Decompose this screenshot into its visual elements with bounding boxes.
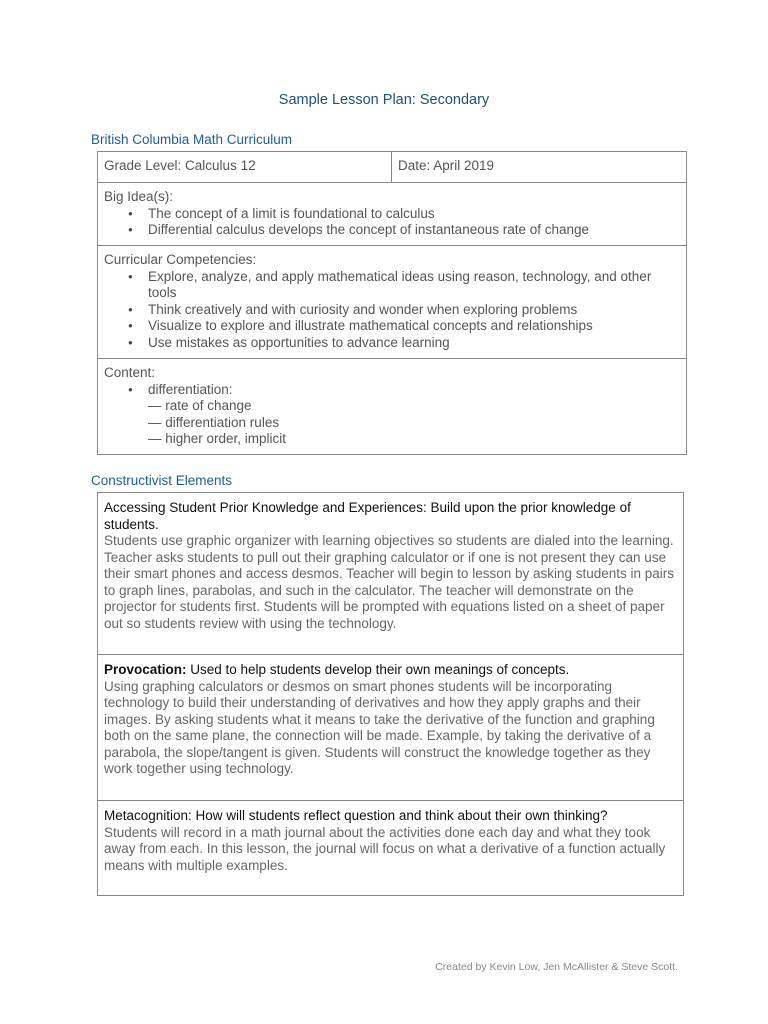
metacognition-box bbox=[97, 800, 684, 896]
metacognition-body: Students will record in a math journal about the activities done each day and what they took away from each. In this lesson, the journal will focus on what a derivative of a function actually means with multiple examples. bbox=[104, 824, 666, 873]
provocation-box bbox=[97, 654, 684, 801]
footer-credits: Created by Kevin Low, Jen McAllister & Steve Scott. bbox=[435, 961, 678, 973]
content-sub-item: — higher order, implicit bbox=[148, 431, 287, 446]
list-item: ● Visualize to explore and illustrate mathematical concepts and relationships bbox=[148, 318, 680, 335]
content-cell bbox=[98, 359, 687, 455]
prior-knowledge-box bbox=[97, 492, 684, 655]
prior-knowledge-body: Students use graphic organizer with learning objectives so students are dialed into the learning. Teacher asks students to pull out their graphing calculator or if one is not present they can use their smart phones and access desmos. Teacher will begin to lesson by asking students in pairs to graph lines, parabolas, and such in the calculator. The teacher will demonstrate on the projector for students first. Students will be prompted with equations listed on a sheet of paper out so students review with using the technology. bbox=[104, 533, 675, 631]
competencies-label: Curricular Competencies: bbox=[104, 252, 257, 267]
list-item: ● differentiation: bbox=[148, 382, 680, 399]
list-item: ● Use mistakes as opportunities to advance learning bbox=[148, 335, 680, 352]
list-item: ● Explore, analyze, and apply mathematical ideas using reason, technology, and other tools bbox=[148, 269, 680, 302]
provocation-title-bold: Provocation: bbox=[104, 662, 187, 677]
curriculum-table bbox=[97, 151, 687, 455]
big-ideas-label: Big Idea(s): bbox=[104, 189, 174, 204]
competencies-cell bbox=[98, 246, 687, 359]
list-item: ● Think creatively and with curiosity and wonder when exploring problems bbox=[148, 302, 680, 319]
big-ideas-list bbox=[104, 206, 680, 239]
list-item: ● Differential calculus develops the concept of instantaneous rate of change bbox=[148, 222, 680, 239]
date-cell: Date: April 2019 bbox=[392, 152, 687, 183]
competencies-list bbox=[104, 269, 680, 352]
metacognition-title: Metacognition: How will students reflect question and think about their own thinking? bbox=[104, 808, 608, 823]
list-item: ● The concept of a limit is foundational to calculus bbox=[148, 206, 680, 223]
content-label: Content: bbox=[104, 365, 156, 380]
constructivist-heading: Constructivist Elements bbox=[91, 473, 233, 488]
prior-knowledge-title: Accessing Student Prior Knowledge and Experiences: Build upon the prior knowledge of students. bbox=[104, 500, 631, 532]
content-sub-item: — differentiation rules bbox=[148, 414, 280, 430]
provocation-body: Using graphing calculators or desmos on smart phones students will be incorporating technology to build their understanding of derivatives and how they apply graphs and their images. By asking students what it means to take the derivative of the function and graphing both on the same plane, the connection will be made. Example, by taking the derivative of a parabola, the slope/tangent is given. Students will construct the knowledge together as they work together using technology. bbox=[104, 678, 655, 776]
provocation-title-rest: Used to help students develop their own meanings of concepts. bbox=[186, 662, 570, 677]
big-ideas-cell bbox=[98, 183, 687, 246]
provocation-title bbox=[104, 662, 677, 679]
content-list bbox=[104, 382, 680, 399]
content-sub-item: — rate of change bbox=[148, 398, 252, 413]
grade-level-cell: Grade Level: Calculus 12 bbox=[98, 152, 392, 183]
curriculum-heading: British Columbia Math Curriculum bbox=[91, 132, 293, 147]
page-title: Sample Lesson Plan: Secondary bbox=[278, 92, 490, 108]
